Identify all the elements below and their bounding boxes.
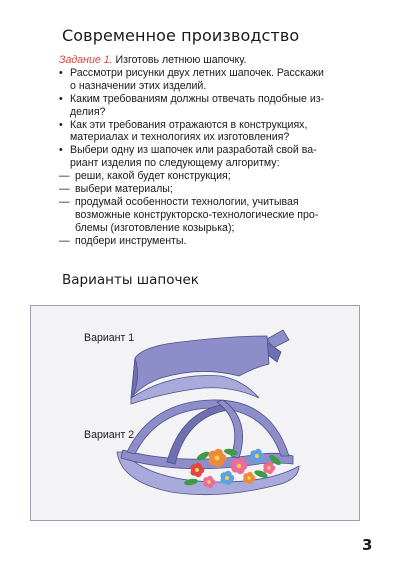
instruction-line	[59, 106, 371, 119]
task-text	[59, 54, 371, 248]
instruction-list	[59, 67, 371, 248]
task-line	[59, 54, 371, 67]
instruction-line	[59, 80, 371, 93]
bullet-marker: •	[59, 92, 63, 105]
instruction-line	[59, 157, 371, 170]
variant-2-label: Вариант 2	[84, 429, 135, 441]
instruction-line	[59, 119, 371, 132]
dash-marker: —	[59, 183, 70, 196]
bullet-marker: •	[59, 66, 63, 79]
instruction-text: Как эти требования отражаются в конструкциях,	[70, 118, 308, 131]
instruction-text: Выбери одну из шапочек или разработай свой ва-	[70, 144, 317, 157]
instruction-text: выбери материалы;	[75, 183, 173, 196]
instruction-text: Рассмотри рисунки двух летних шапочек. Расскажи	[70, 66, 324, 79]
instruction-line	[59, 93, 371, 106]
dash-marker: —	[59, 234, 70, 247]
instruction-text: подбери инструменты.	[75, 234, 187, 247]
instruction-text: возможные конструкторско-технологические про-	[75, 208, 319, 221]
instruction-line	[59, 67, 371, 80]
page-number: 3	[362, 536, 373, 554]
instruction-line	[59, 222, 371, 235]
hat-variant-1	[131, 330, 289, 404]
section-title: Современное производство	[62, 26, 300, 45]
bullet-marker: •	[59, 118, 63, 131]
bullet-marker: •	[59, 144, 63, 157]
instruction-text: продумай особенности технологии, учитывая	[75, 195, 299, 208]
instruction-line	[59, 209, 371, 222]
hat-variant-2	[117, 400, 299, 495]
instruction-text: материалах и технологиях их изготовления?	[70, 131, 290, 144]
instruction-line	[59, 235, 371, 248]
instruction-text: блемы (изготовление козырька);	[75, 221, 235, 234]
instruction-line	[59, 183, 371, 196]
instruction-text: о назначении этих изделий.	[70, 79, 207, 92]
variant-1-label: Вариант 1	[84, 332, 135, 344]
instruction-line	[59, 131, 371, 144]
instruction-line	[59, 144, 371, 157]
instruction-text: делия?	[70, 105, 106, 118]
variants-title: Варианты шапочек	[62, 272, 199, 288]
task-label: Задание 1.	[59, 54, 113, 66]
instruction-text: Каким требованиям должны отвечать подобные из-	[70, 92, 325, 105]
hats-drawing	[31, 306, 361, 522]
flower	[263, 462, 275, 474]
instruction-text: риант изделия по следующему алгоритму:	[70, 157, 280, 170]
instruction-text: реши, какой будет конструкция;	[75, 170, 231, 183]
instruction-line	[59, 196, 371, 209]
dash-marker: —	[59, 170, 70, 183]
variants-illustration-panel	[30, 305, 360, 521]
task-description: Изготовь летнюю шапочку.	[112, 54, 247, 66]
dash-marker: —	[59, 195, 70, 208]
instruction-line	[59, 170, 371, 183]
